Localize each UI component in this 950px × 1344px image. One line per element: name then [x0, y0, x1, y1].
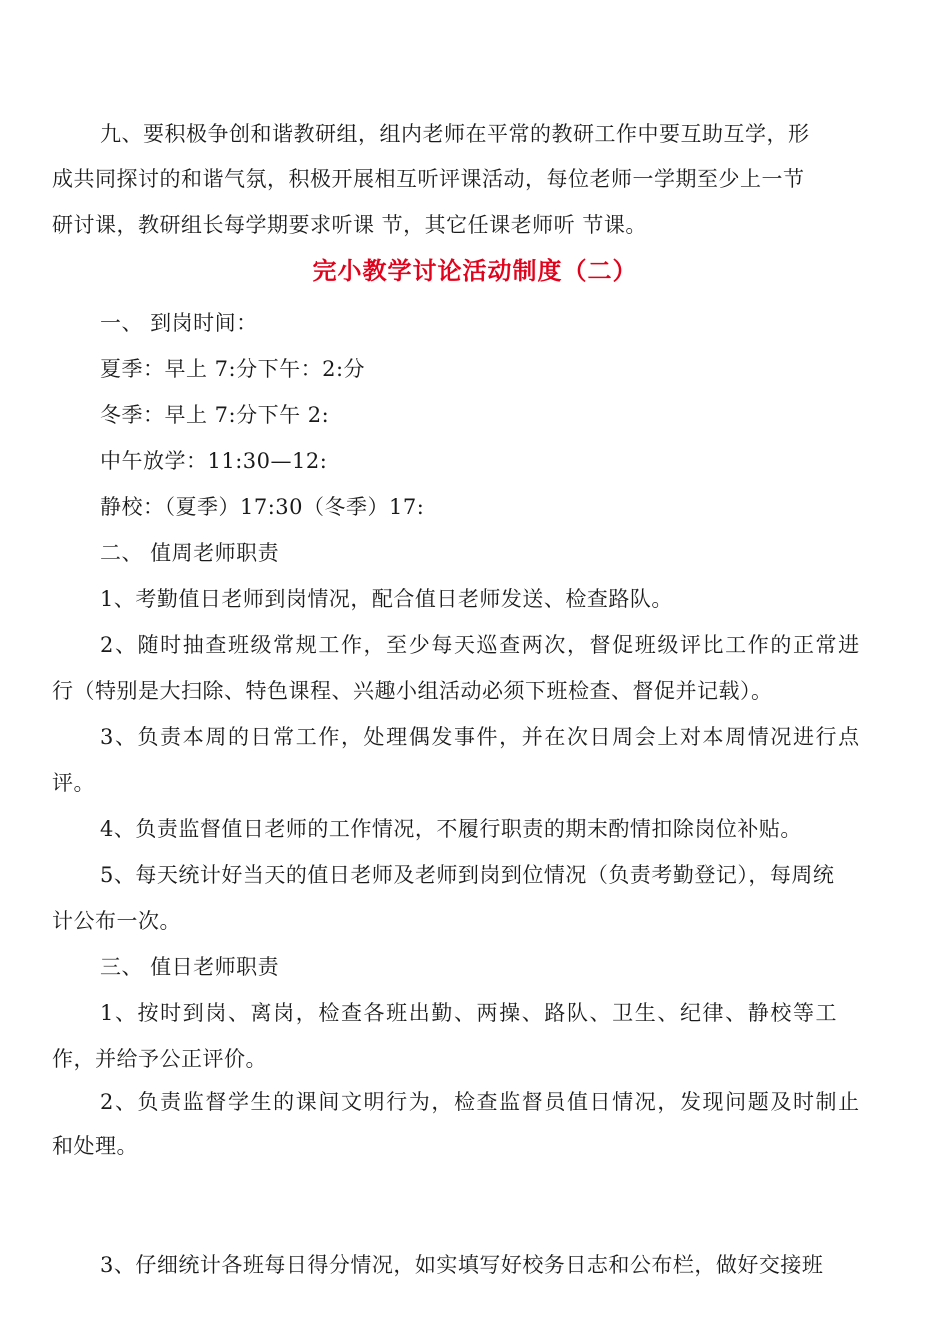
duty-day-item-1-line-2: 作，并给予公正评价。: [52, 1047, 267, 1071]
duty-week-item-1: 1、考勤值日老师到岗情况，配合值日老师发送、检查路队。: [100, 587, 673, 611]
summer-hours: 夏季：早上 7:分下午：2:分: [100, 357, 366, 381]
document-title: 完小教学讨论活动制度（二）: [312, 256, 638, 285]
duty-week-item-2-line-2: 行（特别是大扫除、特色课程、兴趣小组活动必须下班检查、督促并记载）。: [52, 679, 773, 703]
section-3-heading: 三、 值日老师职责: [100, 955, 280, 979]
duty-day-item-2-line-2: 和处理。: [52, 1134, 138, 1158]
duty-week-item-3-line-1: 3、负责本周的日常工作，处理偶发事件，并在次日周会上对本周情况进行点: [100, 725, 861, 749]
noon-dismissal: 中午放学：11:30—12:: [100, 449, 328, 473]
duty-week-item-5-line-2: 计公布一次。: [52, 909, 181, 933]
winter-hours: 冬季：早上 7:分下午 2:: [100, 403, 330, 427]
section-2-heading: 二、 值周老师职责: [100, 541, 280, 565]
duty-day-item-1-line-1: 1、按时到岗、离岗，检查各班出勤、两操、路队、卫生、纪律、静校等工: [100, 1001, 839, 1025]
duty-week-item-4: 4、负责监督值日老师的工作情况，不履行职责的期末酌情扣除岗位补贴。: [100, 817, 802, 841]
intro-line-3: 研讨课，教研组长每学期要求听课 节，其它任课老师听 节课。: [52, 213, 647, 237]
section-1-heading: 一、 到岗时间：: [100, 311, 258, 335]
duty-day-item-2-line-1: 2、负责监督学生的课间文明行为，检查监督员值日情况，发现问题及时制止: [100, 1090, 861, 1114]
duty-week-item-5-line-1: 5、每天统计好当天的值日老师及老师到岗到位情况（负责考勤登记），每周统: [100, 863, 835, 887]
duty-week-item-3-line-2: 评。: [52, 771, 95, 795]
duty-week-item-2-line-1: 2、随时抽查班级常规工作，至少每天巡查两次，督促班级评比工作的正常进: [100, 633, 861, 657]
school-closing: 静校：（夏季）17:30（冬季）17:: [100, 495, 425, 519]
intro-line-2: 成共同探讨的和谐气氛，积极开展相互听评课活动，每位老师一学期至少上一节: [52, 167, 805, 191]
intro-line-1: 九、要积极争创和谐教研组，组内老师在平常的教研工作中要互助互学，形: [100, 122, 810, 146]
duty-day-item-3-line-1: 3、仔细统计各班每日得分情况，如实填写好校务日志和公布栏，做好交接班: [100, 1253, 824, 1277]
